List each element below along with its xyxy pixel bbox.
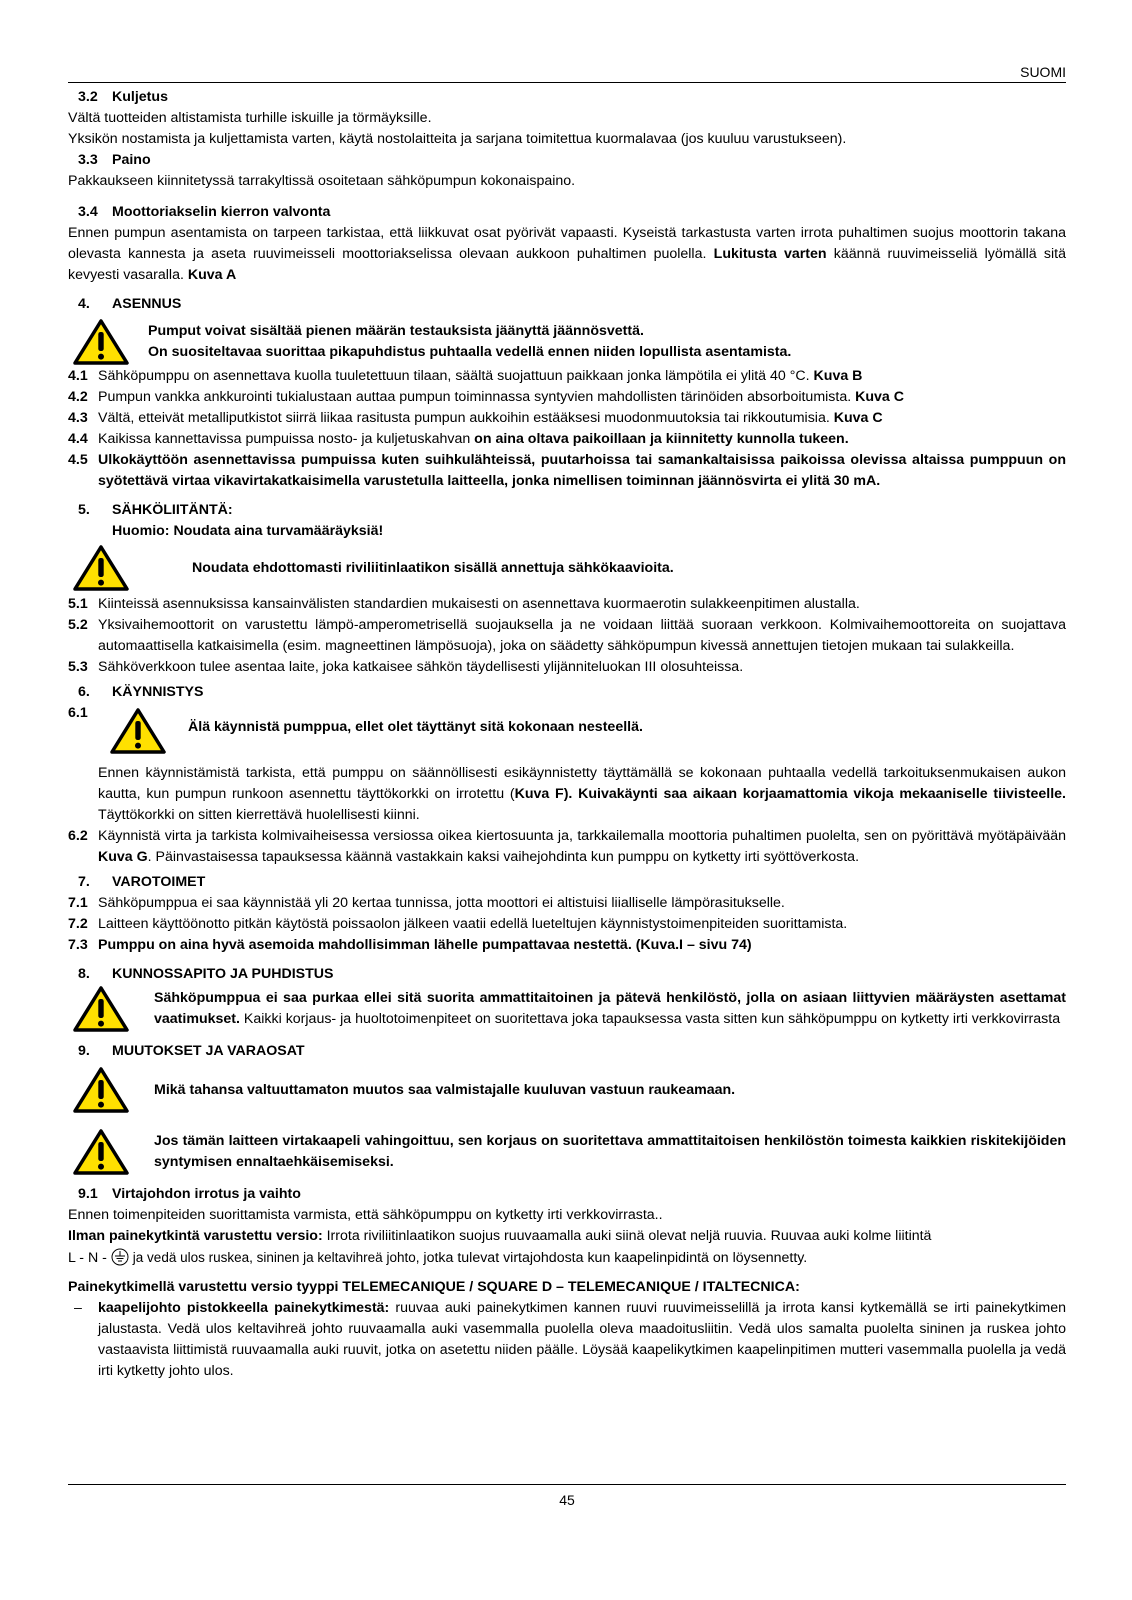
footer-rule [68, 1484, 1066, 1485]
text-9-1-b: Ilman painekytkintä varustettu versio: Irrota riviliitinlaatikon suojus ruuvaamalla auki siinä olevat neljä ruuvia. Ruuvaa auki kolme liitintä [68, 1228, 932, 1244]
heading-3-2: 3.2 Kuljetus [78, 89, 168, 105]
text-3-2-a: Vältä tuotteiden altistamista turhille iskuille ja törmäyksille. [68, 110, 432, 126]
item-7-3: 7.3 Pumppu on aina hyvä asemoida mahdollisimman lähelle pumpattavaa nestettä. (Kuva.I – sivu 74) [68, 937, 752, 953]
warning-triangle-icon [72, 544, 130, 592]
warning-block-8 [68, 985, 1066, 1033]
warning-text-9b: Jos tämän laitteen virtakaapeli vahingoittuu, sen korjaus on suoritettava ammattitaitoisen henkilöstön toimesta kaikkien riskitekijöiden syntymisen ennaltaehkäisemiseksi. [154, 1133, 1066, 1170]
text-3-3: Pakkaukseen kiinnitetyssä tarrakyltissä osoitetaan sähköpumpun kokonaispaino. [68, 173, 576, 189]
header-language: SUOMI [1020, 64, 1066, 80]
document-body [68, 87, 1066, 1382]
item-5-3: 5.3 Sähköverkkoon tulee asentaa laite, joka katkaisee sähkön täydellisesti ylijänniteluokan III olosuhteissa. [68, 659, 744, 675]
text-9-1-c: L - N - ja vedä ulos ruskea, sininen ja keltavihreä johto, jotka tulevat virtajohdosta kun kaapelinpidintä on löysennetty. [68, 1250, 808, 1266]
warning-block-5 [68, 544, 1066, 592]
warning-block-9a [68, 1066, 1066, 1114]
page-number: 45 [559, 1492, 575, 1508]
warning-text-6: Älä käynnistä pumppua, ellet olet täyttänyt sitä kokonaan nesteellä. [188, 719, 643, 735]
warning-block-6 [68, 703, 1066, 755]
list-item-9-1: – kaapelijohto pistokkeella painekytkimestä: ruuvaa auki painekytkimen kannen ruuvi ruuvimeisselillä ja irrota kansi kytkemällä se irti painekytkimen jalustasta. Vedä ulos keltavihreä johto ruuvaamalla auki vasemmalla puolella oleva maadoitusliitin. Vedä ulos samalta puolelta sininen ja ruskea johto vastaavista liittimistä ruuvaamalla auki ruuvit, jotka on asetettu niiden päälle. Löysää kaapelikytkimen kaapelinpitimen mutteri vasemmalla puolella ja vedä irti kytketty johto ulos. [74, 1300, 1067, 1379]
item-6-2: 6.2 Käynnistä virta ja tarkista kolmivaiheisessa versiossa oikea kiertosuunta ja, tarkkailemalla moottoria puhaltimen puolelta, sen on pyörittävä myötäpäivään Kuva G. Päinvastaisessa tapauksessa käännä vastakkain kaksi vaihejohdinta kun pumppu on kytketty irti syöttöverkosta. [68, 828, 1066, 865]
heading-4: 4. ASENNUS [78, 296, 182, 312]
warning-triangle-icon [72, 1128, 130, 1176]
item-5-1: 5.1 Kiinteissä asennuksissa kansainvälisten standardien mukaisesti on asennettava kuormaerotin sulakkeenpitimen alustalla. [68, 596, 860, 612]
heading-3-4: 3.4 Moottoriakselin kierron valvonta [78, 204, 331, 220]
item-6-1-text: Ennen käynnistämistä tarkista, että pumppu on säännöllisesti esikäynnistetty täyttämällä se kokonaan puhtaalla vedellä tarkoituksenmukaisen aukon kautta, kun pumpun runkoon asennettu täyttökorkki on irrotettu (Kuva F). Kuivakäynti saa aikaan korjaamattomia vikoja mekaaniselle tiivisteelle. Täyttökorkki on sitten kierrettävä huolellisesti kiinni. [98, 765, 1066, 823]
warning-text-9a: Mikä tahansa valtuuttamaton muutos saa valmistajalle kuuluvan vastuun raukeamaan. [154, 1081, 736, 1098]
warning-triangle-icon [72, 318, 130, 366]
warning-block-9b [68, 1128, 1066, 1176]
text-9-1-d: Painekytkimellä varustettu versio tyyppi TELEMECANIQUE / SQUARE D – TELEMECANIQUE / ITALTECNICA: [68, 1279, 800, 1295]
warning-text-4b: On suositeltavaa suorittaa pikapuhdistus puhtaalla vedellä ennen niiden lopullista asentamista. [148, 344, 792, 360]
item-4-4: 4.4 Kaikissa kannettavissa pumpuissa nosto- ja kuljetuskahvan on aina oltava paikoillaan ja kiinnitetty kunnolla tukeen. [68, 431, 849, 447]
item-7-2: 7.2 Laitteen käyttöönotto pitkän käytöstä poissaolon jälkeen vaatii edellä lueteltujen käynnistystoimenpiteiden suorittamista. [68, 916, 848, 932]
heading-5: 5. SÄHKÖLIITÄNTÄ: [78, 502, 233, 518]
heading-9-1: 9.1 Virtajohdon irrotus ja vaihto [78, 1186, 301, 1202]
warning-text-4a: Pumput voivat sisältää pienen määrän testauksista jäänyttä jäännösvettä. [148, 323, 644, 339]
warning-triangle-icon [109, 707, 167, 755]
heading-7: 7. VAROTOIMET [78, 874, 206, 890]
heading-9: 9. MUUTOKSET JA VARAOSAT [78, 1043, 305, 1059]
warning-triangle-icon [72, 1066, 130, 1114]
warning-block-4 [68, 318, 1066, 366]
item-4-2: 4.2 Pumpun vankka ankkurointi tukialustaan auttaa pumpun toiminnassa syntyvien mahdollisten tärinöiden absorboitumista. Kuva C [68, 389, 904, 405]
text-3-4: Ennen pumpun asentamista on tarpeen tarkistaa, että liikkuvat osat pyörivät vapaasti. Kyseistä tarkastusta varten irrota puhaltimen suojus moottorin takana olevasta kannesta ja aseta ruuvimeisseli moottoriakselissa olevaan aukkoon puhaltimen puolella. Lukitusta varten käännä ruuvimeisseliä lyömällä sitä kevyesti vasaralla. Kuva A [68, 225, 1066, 283]
text-3-2-b: Yksikön nostamista ja kuljettamista varten, käytä nostolaitteita ja sarjana toimitettua kuormalavaa (jos kuuluu varustukseen). [68, 131, 847, 147]
item-5-2: 5.2 Yksivaihemoottorit on varustettu lämpö-amperometrisellä suojauksella ja ne voidaan liittää suoraan verkkoon. Kolmivaihemoottoreita on suojattava automaattisella katkaisimella (esim. magneettinen lämpösuoja), joka on säädetty sähköpumpun kivessä annettujen tietojen mukaan tai sulakkeilla. [68, 617, 1066, 654]
text-9-1-a: Ennen toimenpiteiden suorittamista varmista, että sähköpumppu on kytketty irti verkkovirrasta.. [68, 1207, 663, 1223]
header-rule [68, 82, 1066, 83]
heading-3-3: 3.3 Paino [78, 152, 151, 168]
heading-5-note: Huomio: Noudata aina turvamääräyksiä! [112, 523, 384, 539]
earth-ground-icon [111, 1248, 129, 1266]
warning-text-5: Noudata ehdottomasti riviliitinlaatikon sisällä annettuja sähkökaavioita. [192, 559, 674, 576]
item-7-1: 7.1 Sähköpumppua ei saa käynnistää yli 20 kertaa tunnissa, jotta moottori ei altistuisi liialliselle lämpörasitukselle. [68, 895, 785, 911]
warning-triangle-icon [72, 985, 130, 1033]
item-4-1: 4.1 Sähköpumppu on asennettava kuolla tuuletettuun tilaan, säältä suojattuun paikkaan jonka lämpötila ei ylitä 40 °C. Kuva B [68, 368, 863, 384]
item-6-1-number: 6.1 [68, 705, 88, 721]
item-4-5: 4.5 Ulkokäyttöön asennettavissa pumpuissa kuten suihkulähteissä, puutarhoissa tai samankaltaisissa paikoissa olevissa altaissa pumppuun on syötettävä virtaa vikavirtakatkaisimella varustetulla laitteella, jonka nimellisen toiminnan jäännösvirta ei ylitä 30 mA. [68, 452, 1066, 489]
heading-6: 6. KÄYNNISTYS [78, 684, 204, 700]
item-4-3: 4.3 Vältä, etteivät metalliputkistot siirrä liikaa rasitusta pumpun aukkoihin estääksesi muodonmuutoksia tai rikkoutumisia. Kuva C [68, 410, 883, 426]
warning-text-8: Sähköpumppua ei saa purkaa ellei sitä suorita ammattitaitoinen ja pätevä henkilöstö, jolla on asiaan liittyvien määräysten asettamat vaatimukset. Kaikki korjaus- ja huoltotoimenpiteet on suoritettava joka tapauksessa vasta sitten kun sähköpumppu on kytketty irti verkkovirrasta [154, 990, 1066, 1027]
heading-8: 8. KUNNOSSAPITO JA PUHDISTUS [78, 966, 334, 982]
